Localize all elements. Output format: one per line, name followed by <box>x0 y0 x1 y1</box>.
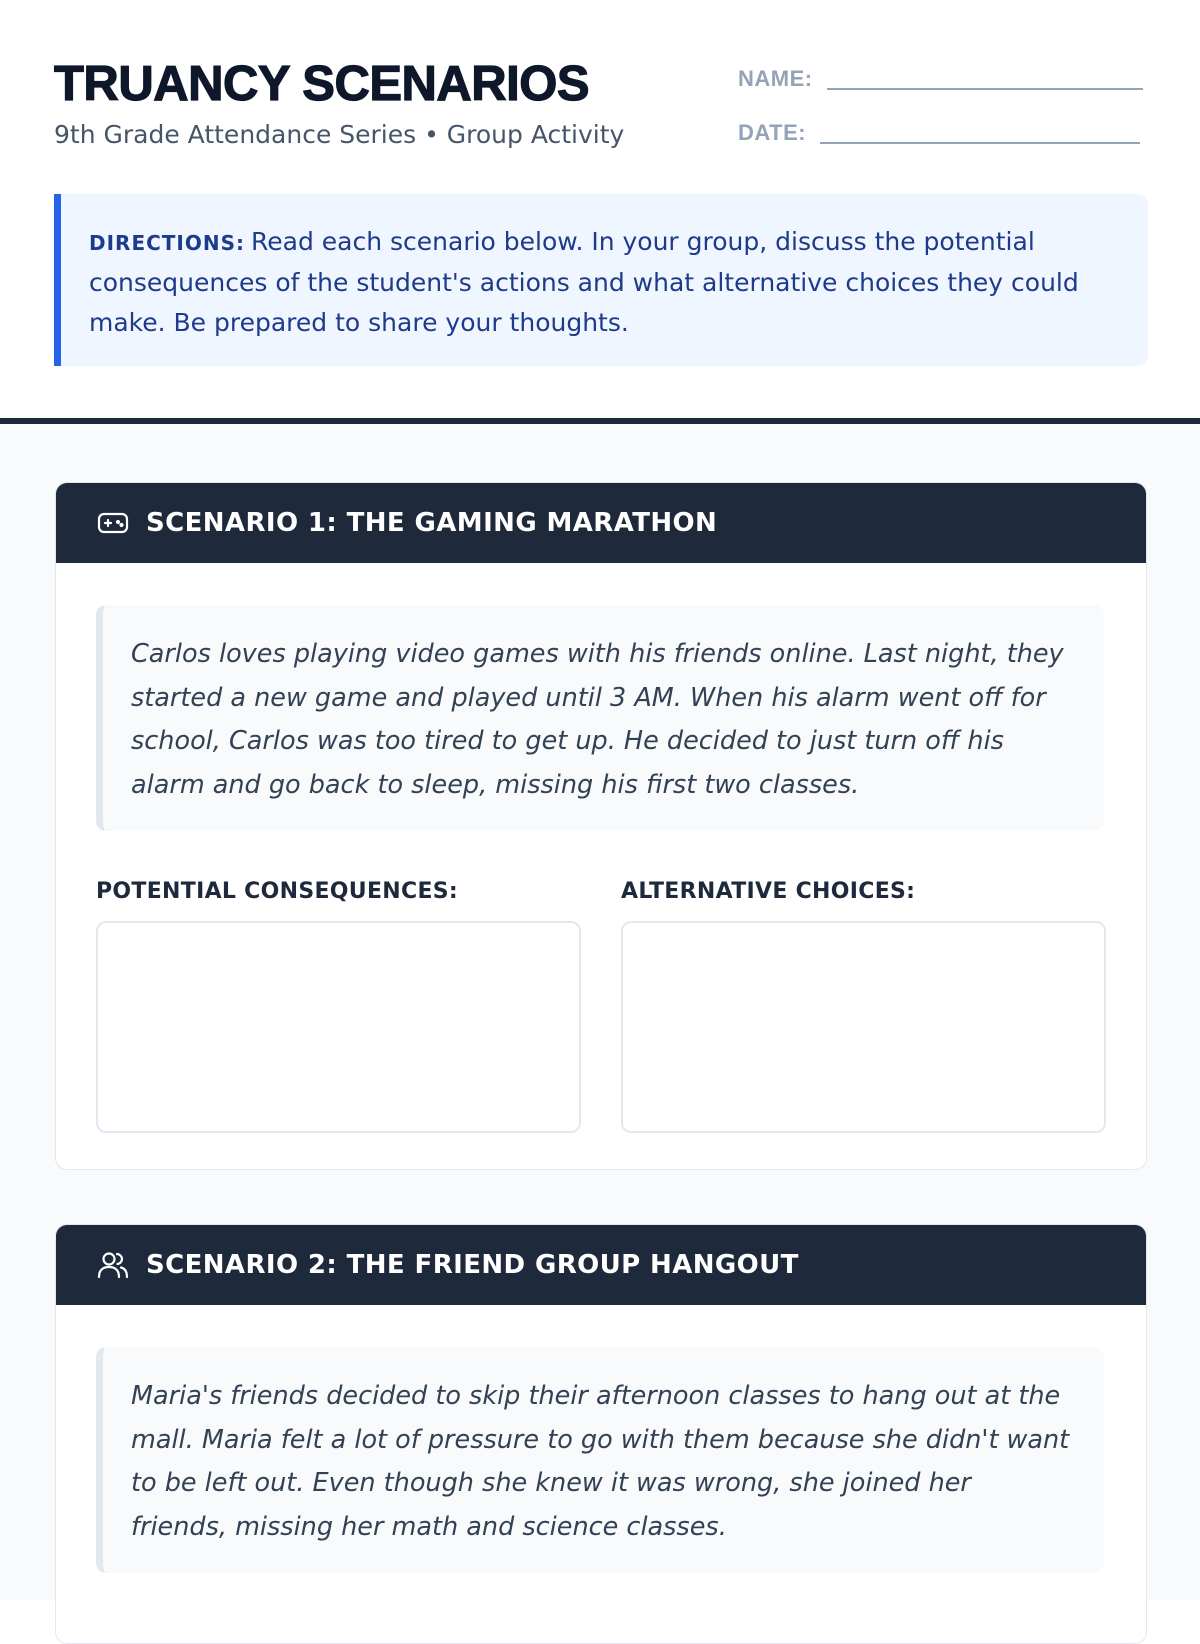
date-label: DATE: <box>738 120 807 145</box>
page-subtitle: 9th Grade Attendance Series • Group Activity <box>54 120 625 149</box>
alternatives-answer-box[interactable] <box>621 921 1106 1133</box>
consequences-label: POTENTIAL CONSEQUENCES: <box>96 879 459 904</box>
consequences-answer-box[interactable] <box>96 921 581 1133</box>
name-line[interactable] <box>827 88 1143 90</box>
directions-label: DIRECTIONS: <box>89 231 246 255</box>
scenarios-area <box>0 424 1200 1600</box>
scenario-header-2 <box>56 1225 1146 1305</box>
scenario-header-1 <box>56 483 1146 563</box>
gamepad-icon <box>96 506 130 540</box>
date-line[interactable] <box>820 142 1140 144</box>
date-field[interactable] <box>738 120 1140 146</box>
worksheet-header <box>0 0 1200 418</box>
scenario-title-2: SCENARIO 2: THE FRIEND GROUP HANGOUT <box>146 1250 799 1280</box>
scenario-title-1: SCENARIO 1: THE GAMING MARATHON <box>146 508 718 538</box>
name-field[interactable] <box>738 66 1143 92</box>
directions-box <box>54 194 1148 366</box>
directions-text: Read each scenario below. In your group, discuss the potential consequences of the student's actions and what alternative choices they could make. Be prepared to share your thoughts. <box>89 227 1079 337</box>
scenario-card-1 <box>55 482 1147 1170</box>
scenario-text-1: Carlos loves playing video games with his friends online. Last night, they started a new game and played until 3 AM. When his alarm went off for school, Carlos was too tired to get up. He decided to just turn off his alarm and go back to sleep, missing his first two classes. <box>96 605 1104 831</box>
page-title: TRUANCY SCENARIOS <box>54 57 590 111</box>
scenario-card-2 <box>55 1224 1147 1644</box>
scenario-text-2: Maria's friends decided to skip their afternoon classes to hang out at the mall. Maria felt a lot of pressure to go with them because she didn't want to be left out. Even though she knew it was wrong, she joined her friends, missing her math and science classes. <box>96 1347 1104 1573</box>
users-icon <box>96 1248 130 1282</box>
alternatives-label: ALTERNATIVE CHOICES: <box>621 879 916 904</box>
name-label: NAME: <box>738 66 813 91</box>
